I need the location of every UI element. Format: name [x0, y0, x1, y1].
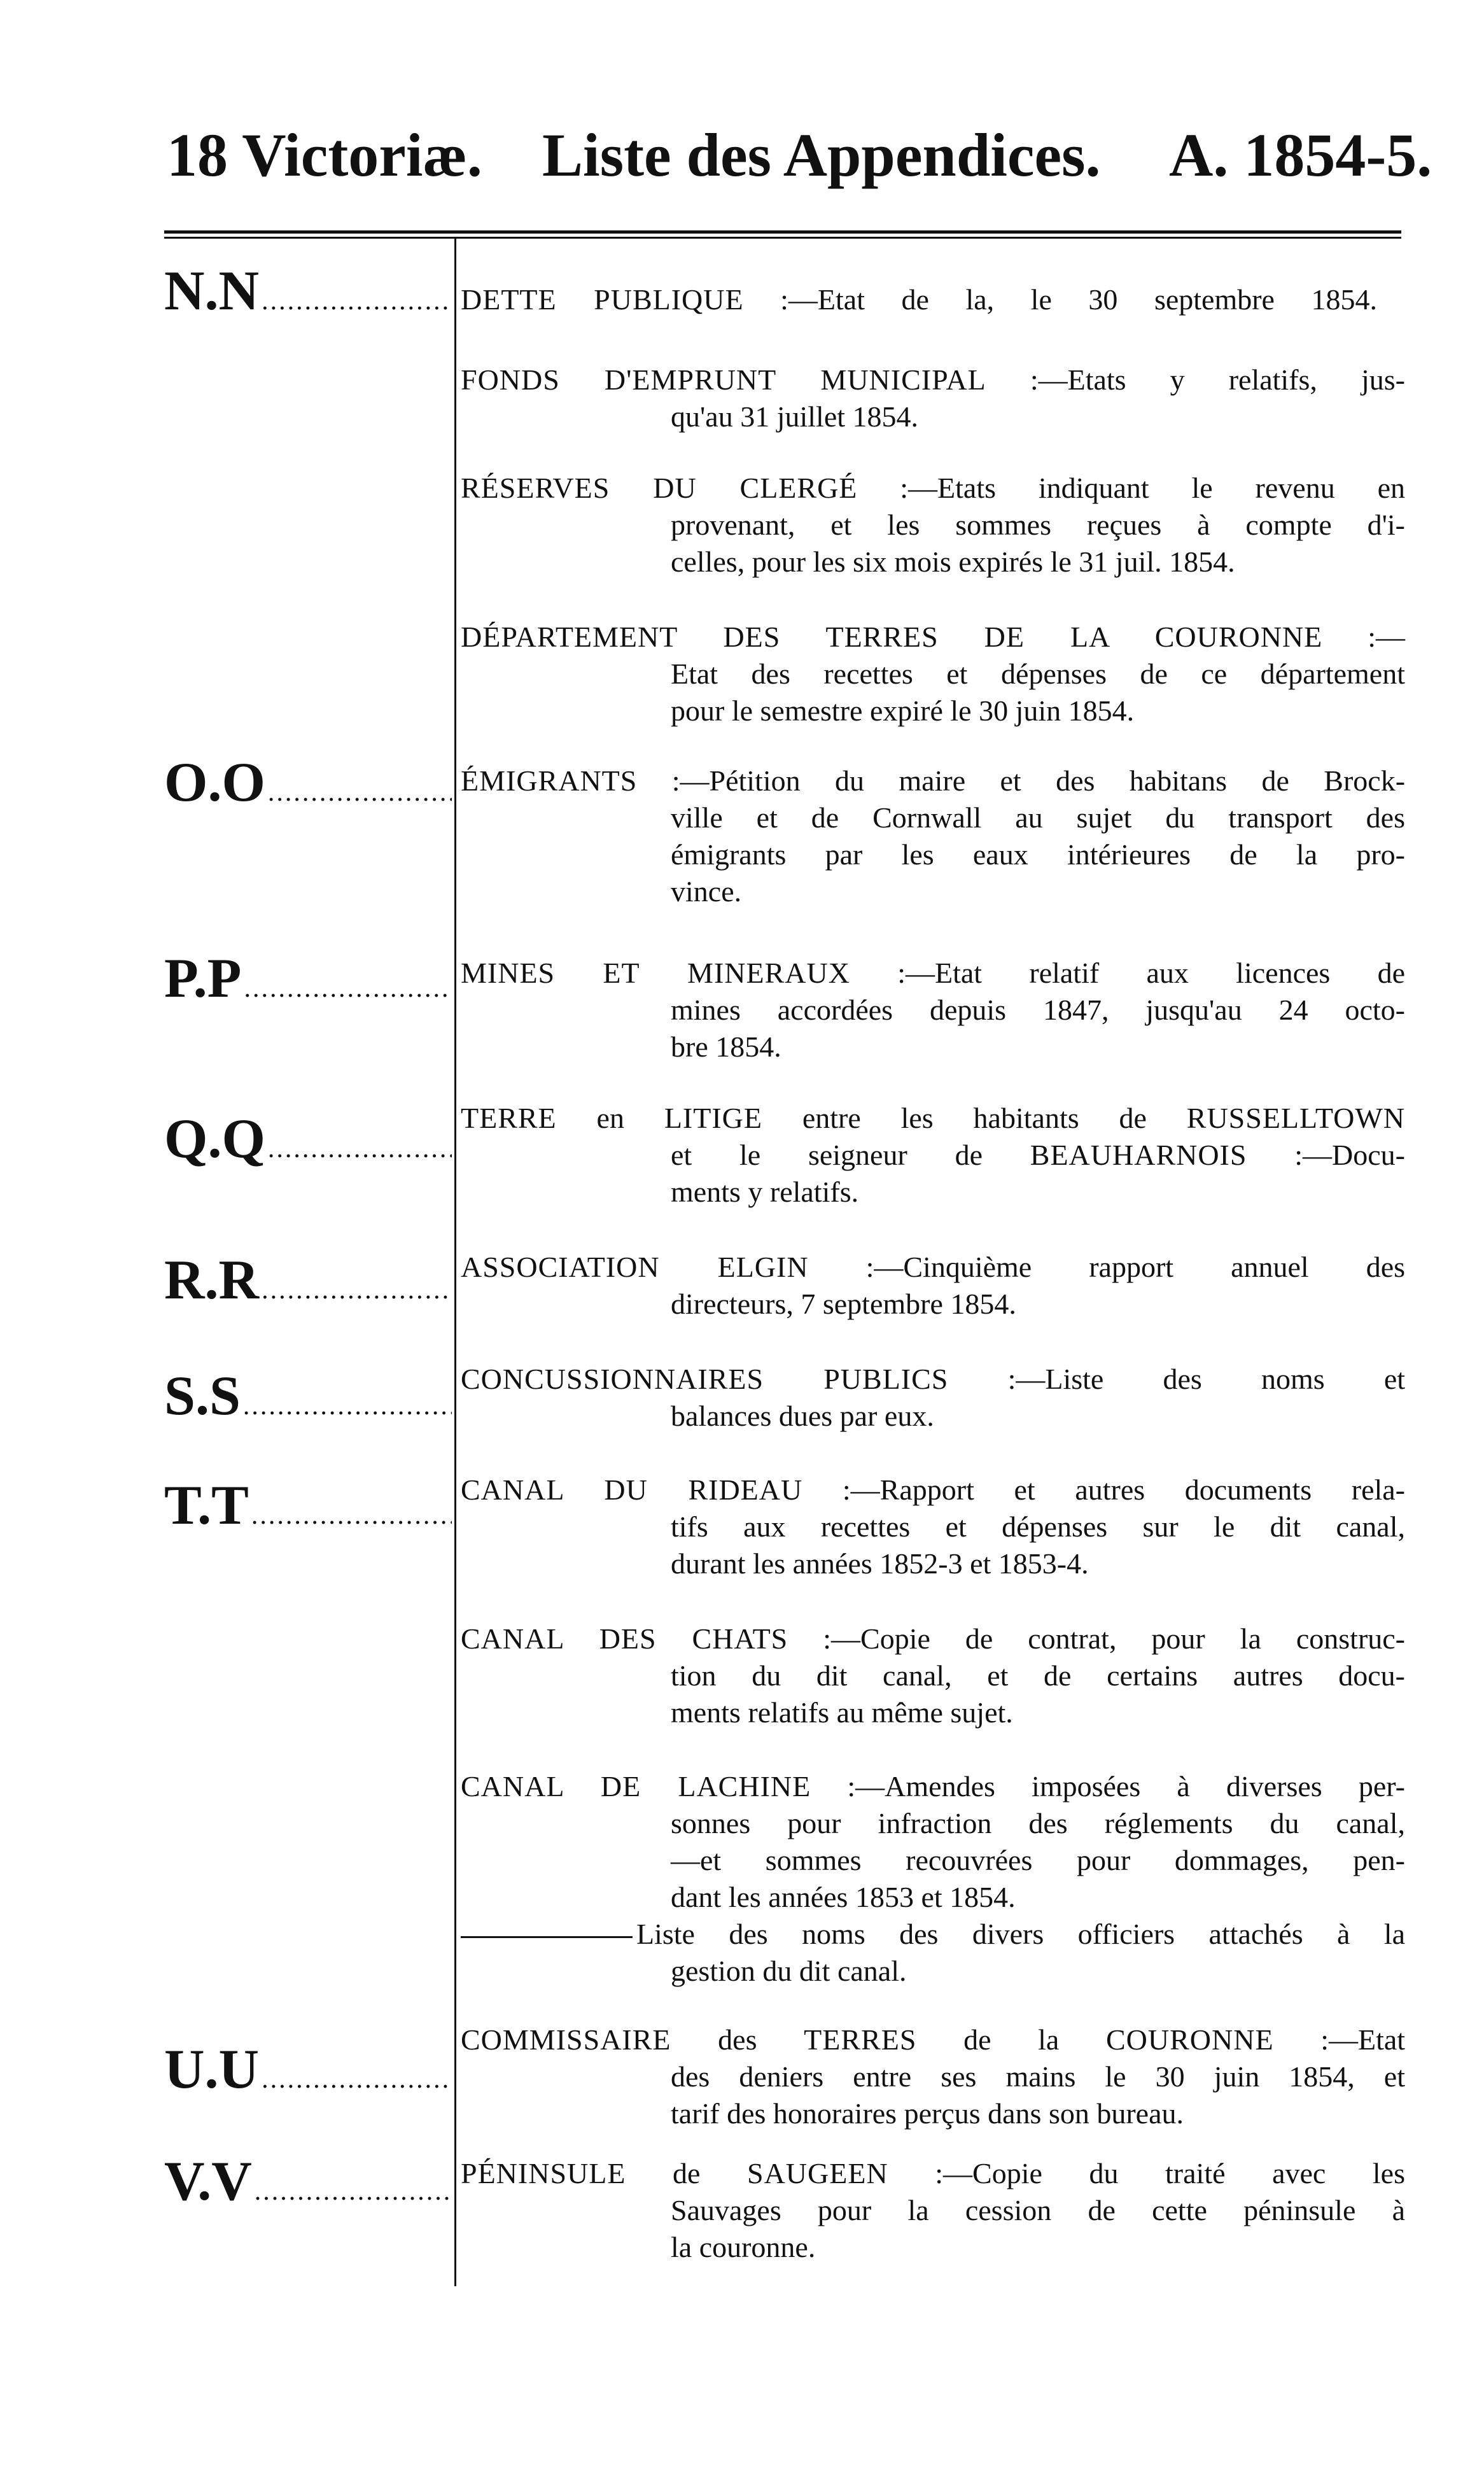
entry-canal-lachine-officiers: Liste des noms des divers officiers attachés à la gestion du dit canal. [461, 1916, 1405, 1990]
leader-dots [262, 271, 452, 332]
ditto-dash [461, 1936, 633, 1938]
code-qq: Q.Q ..... [164, 1109, 452, 1179]
code-tt: T.T ..... [164, 1475, 452, 1546]
entry-fonds-emprunt: FONDS D'EMPRUNT MUNICIPAL :—Etats y relatifs, jus- qu'au 31 juillet 1854. [461, 363, 1405, 433]
leader-dots [268, 762, 452, 823]
entry-mines-mineraux: MINES ET MINERAUX :—Etat relatif aux licences de mines accordées depuis 1847, jusqu'au 24 octo- bre 1854. [461, 957, 1406, 1063]
entry-canal-rideau: CANAL DU RIDEAU :—Rapport et autres documents rela- tifs aux recettes et dépenses sur le dit canal, durant les années 1852-3 et 1853-4. [461, 1473, 1406, 1580]
code-rr: R.R ..... [164, 1250, 452, 1321]
code-pp: P.P ..... [164, 948, 452, 1019]
leader-dots [262, 1260, 452, 1321]
header-rule-thick [164, 230, 1401, 234]
leader-dots [262, 2049, 452, 2110]
header-title: Liste des Appendices. [542, 121, 1101, 189]
leader-dots [244, 958, 452, 1019]
entry-association-elgin: ASSOCIATION ELGIN :—Cinquième rapport annuel des directeurs, 7 septembre 1854. [461, 1251, 1406, 1320]
entry-peninsule-saugeen: PÉNINSULE de SAUGEEN :—Copie du traité avec les Sauvages pour la cession de cette péninsule à la couronne. [461, 2157, 1405, 2263]
header-rule-thin [164, 237, 1401, 239]
entry-departement-terres: DÉPARTEMENT DES TERRES DE LA COURONNE :— Etat des recettes et dépenses de ce département pour le semestre expiré le 30 juin 1854. [461, 621, 1406, 727]
code-ss: S.S ..... [164, 1366, 452, 1437]
header-volume: 18 Victoriæ. [167, 121, 482, 189]
entry-concussionnaires: CONCUSSIONNAIRES PUBLICS :—Liste des noms et balances dues par eux. [461, 1363, 1406, 1432]
code-nn: N.N ..... [164, 261, 452, 332]
entry-commissaire-terres: COMMISSAIRE des TERRES de la COURONNE :—Etat des deniers entre ses mains le 30 juin 1854, et tarif des honoraires perçus dans son bureau. [461, 2023, 1406, 2130]
leader-dots [268, 1118, 452, 1179]
leader-dots [251, 1485, 452, 1546]
entry-reserves-clerge: RÉSERVES DU CLERGÉ :—Etats indiquant le revenu en provenant, et les sommes reçues à compte d'i- celles, pour les six mois expirés le 31 juil. 1854. [461, 472, 1405, 578]
leader-dots [255, 2161, 452, 2222]
running-header [167, 117, 1432, 193]
column-divider [454, 237, 456, 2286]
entry-dette-publique: DETTE PUBLIQUE :—Etat de la, le 30 septembre 1854. [461, 283, 1377, 316]
entry-terre-litige: TERRE en LITIGE entre les habitants de RUSSELLTOWN et le seigneur de BEAUHARNOIS :—Docu- ments y relatifs. [461, 1102, 1406, 1208]
entry-emigrants: ÉMIGRANTS :—Pétition du maire et des habitans de Brock- ville et de Cornwall au sujet du transport des émigrants par les eaux intérieures de la pro- vince. [461, 764, 1406, 908]
leader-dots [243, 1375, 452, 1437]
code-oo: O.O ..... [164, 752, 452, 823]
entry-canal-lachine: CANAL DE LACHINE :—Amendes imposées à diverses per- sonnes pour infraction des réglements du canal, —et sommes recouvrées pour dommages, pen- dant les années 1853 et 1854. [461, 1770, 1405, 1913]
entry-canal-chats: CANAL DES CHATS :—Copie de contrat, pour la construc- tion du dit canal, et de certains autres docu- ments relatifs au même sujet. [461, 1622, 1405, 1729]
header-year: A. 1854-5. [1169, 121, 1432, 189]
code-vv: V.V ..... [164, 2151, 452, 2222]
code-uu: U.U ..... [164, 2039, 452, 2110]
